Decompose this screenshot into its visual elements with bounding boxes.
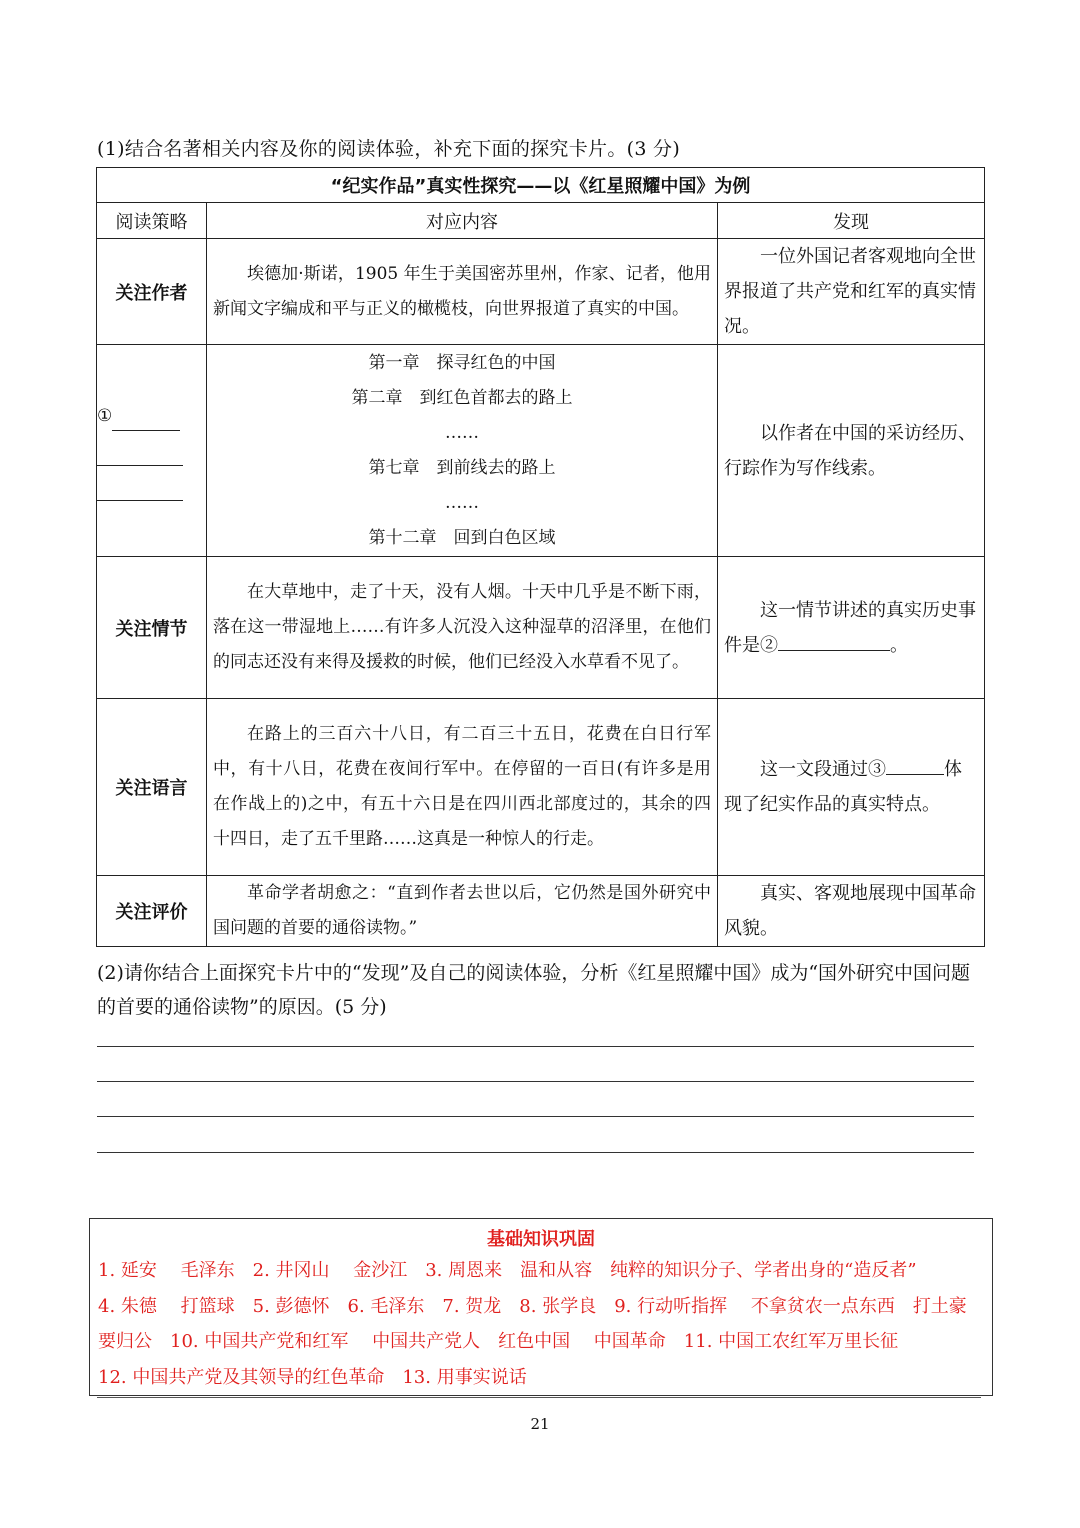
answer-line[interactable] xyxy=(97,1081,974,1082)
answer-line[interactable] xyxy=(97,1152,974,1153)
answer-line-text: 要归公 10. 中国共产党和红军 中国共产党人 红色中国 中国革命 11. 中国工农红军万里长征 xyxy=(98,1331,899,1352)
inquiry-card-table xyxy=(96,167,985,947)
footer-divider xyxy=(97,1397,981,1398)
answer-line[interactable] xyxy=(97,1116,974,1117)
content-author: 埃德加·斯诺，1905 年生于美国密苏里州，作家、记者，他用新闻文字编成和平与正义的橄榄枝，向世界报道了真实的中国。 xyxy=(207,239,718,345)
content-chapters xyxy=(207,345,718,557)
table-row xyxy=(97,239,985,345)
ellipsis: …… xyxy=(445,492,479,513)
finding-language: 这一文段通过③ 体现了纪实作品的真实特点。 xyxy=(718,699,985,876)
question-1: (1)结合名著相关内容及你的阅读体验，补充下面的探究卡片。(3 分) xyxy=(97,138,681,160)
table-row xyxy=(97,345,985,557)
table-row xyxy=(97,557,985,699)
answer-key-heading: 基础知识巩固 xyxy=(487,1229,595,1250)
page-number: 21 xyxy=(530,1415,550,1433)
chapter-line: 第一章 探寻红色的中国 xyxy=(368,352,556,373)
blank-line xyxy=(97,431,183,466)
blank-3[interactable] xyxy=(886,754,944,775)
strategy-blank-1[interactable] xyxy=(97,345,207,557)
blank-marker: ① xyxy=(97,405,113,426)
finding-evaluation: 真实、客观地展现中国革命风貌。 xyxy=(718,876,985,947)
chapter-line: 第二章 到红色首都去的路上 xyxy=(351,387,573,408)
finding-structure: 以作者在中国的采访经历、行踪作为写作线索。 xyxy=(718,345,985,557)
ellipsis: …… xyxy=(445,422,479,443)
table-row xyxy=(97,876,985,947)
table-row xyxy=(97,699,985,876)
blank-line xyxy=(97,466,183,501)
answer-line[interactable] xyxy=(97,1046,974,1047)
content-evaluation: 革命学者胡愈之：“直到作者去世以后，它仍然是国外研究中国问题的首要的通俗读物。” xyxy=(207,876,718,947)
question-2: (2)请你结合上面探究卡片中的“发现”及自己的阅读体验，分析《红星照耀中国》成为“国外研究中国问题的首要的通俗读物”的原因。(5 分) xyxy=(97,962,971,1018)
answer-line-text: 12. 中国共产党及其领导的红色革命 13. 用事实说话 xyxy=(98,1366,527,1388)
blank-2[interactable] xyxy=(778,630,890,651)
chapter-line: 第十二章 回到白色区域 xyxy=(368,527,556,548)
content-language: 在路上的三百六十八日，有二百三十五日，花费在白日行军中，有十八日，花费在夜间行军中。在停留的一百日(有许多是用在作战上的)之中，有五十六日是在四川西北部度过的，其余的四十四日，走了五千里路……这真是一种惊人的行走。 xyxy=(207,699,718,876)
header-finding: 发现 xyxy=(718,203,985,239)
answer-line-text: 1. 延安 毛泽东 2. 井冈山 金沙江 3. 周恩来 温和从容 纯粹的知识分子、学者出身的“造反者” xyxy=(98,1260,917,1281)
header-strategy: 阅读策略 xyxy=(97,203,207,239)
strategy-author: 关注作者 xyxy=(97,239,207,345)
chapter-line: 第七章 到前线去的路上 xyxy=(368,457,556,478)
header-content: 对应内容 xyxy=(207,203,718,239)
strategy-plot: 关注情节 xyxy=(97,557,207,699)
finding-author: 一位外国记者客观地向全世界报道了共产党和红军的真实情况。 xyxy=(718,239,985,345)
answer-line-text: 4. 朱德 打篮球 5. 彭德怀 6. 毛泽东 7. 贺龙 8. 张学良 9. 行动听指挥 不拿贫农一点东西 打土豪 xyxy=(98,1295,967,1317)
content-plot: 在大草地中，走了十天，没有人烟。十天中几乎是不断下雨，落在这一带湿地上……有许多人沉没入这种湿草的沼泽里，在他们的同志还没有来得及援救的时候，他们已经没入水草看不见了。 xyxy=(207,557,718,699)
strategy-language: 关注语言 xyxy=(97,699,207,876)
table-title: “纪实作品”真实性探究——以《红星照耀中国》为例 xyxy=(97,168,985,203)
finding-plot: 这一情节讲述的真实历史事件是② 。 xyxy=(718,557,985,699)
strategy-evaluation: 关注评价 xyxy=(97,876,207,947)
answer-key-box xyxy=(89,1218,993,1396)
blank-line xyxy=(112,410,180,431)
